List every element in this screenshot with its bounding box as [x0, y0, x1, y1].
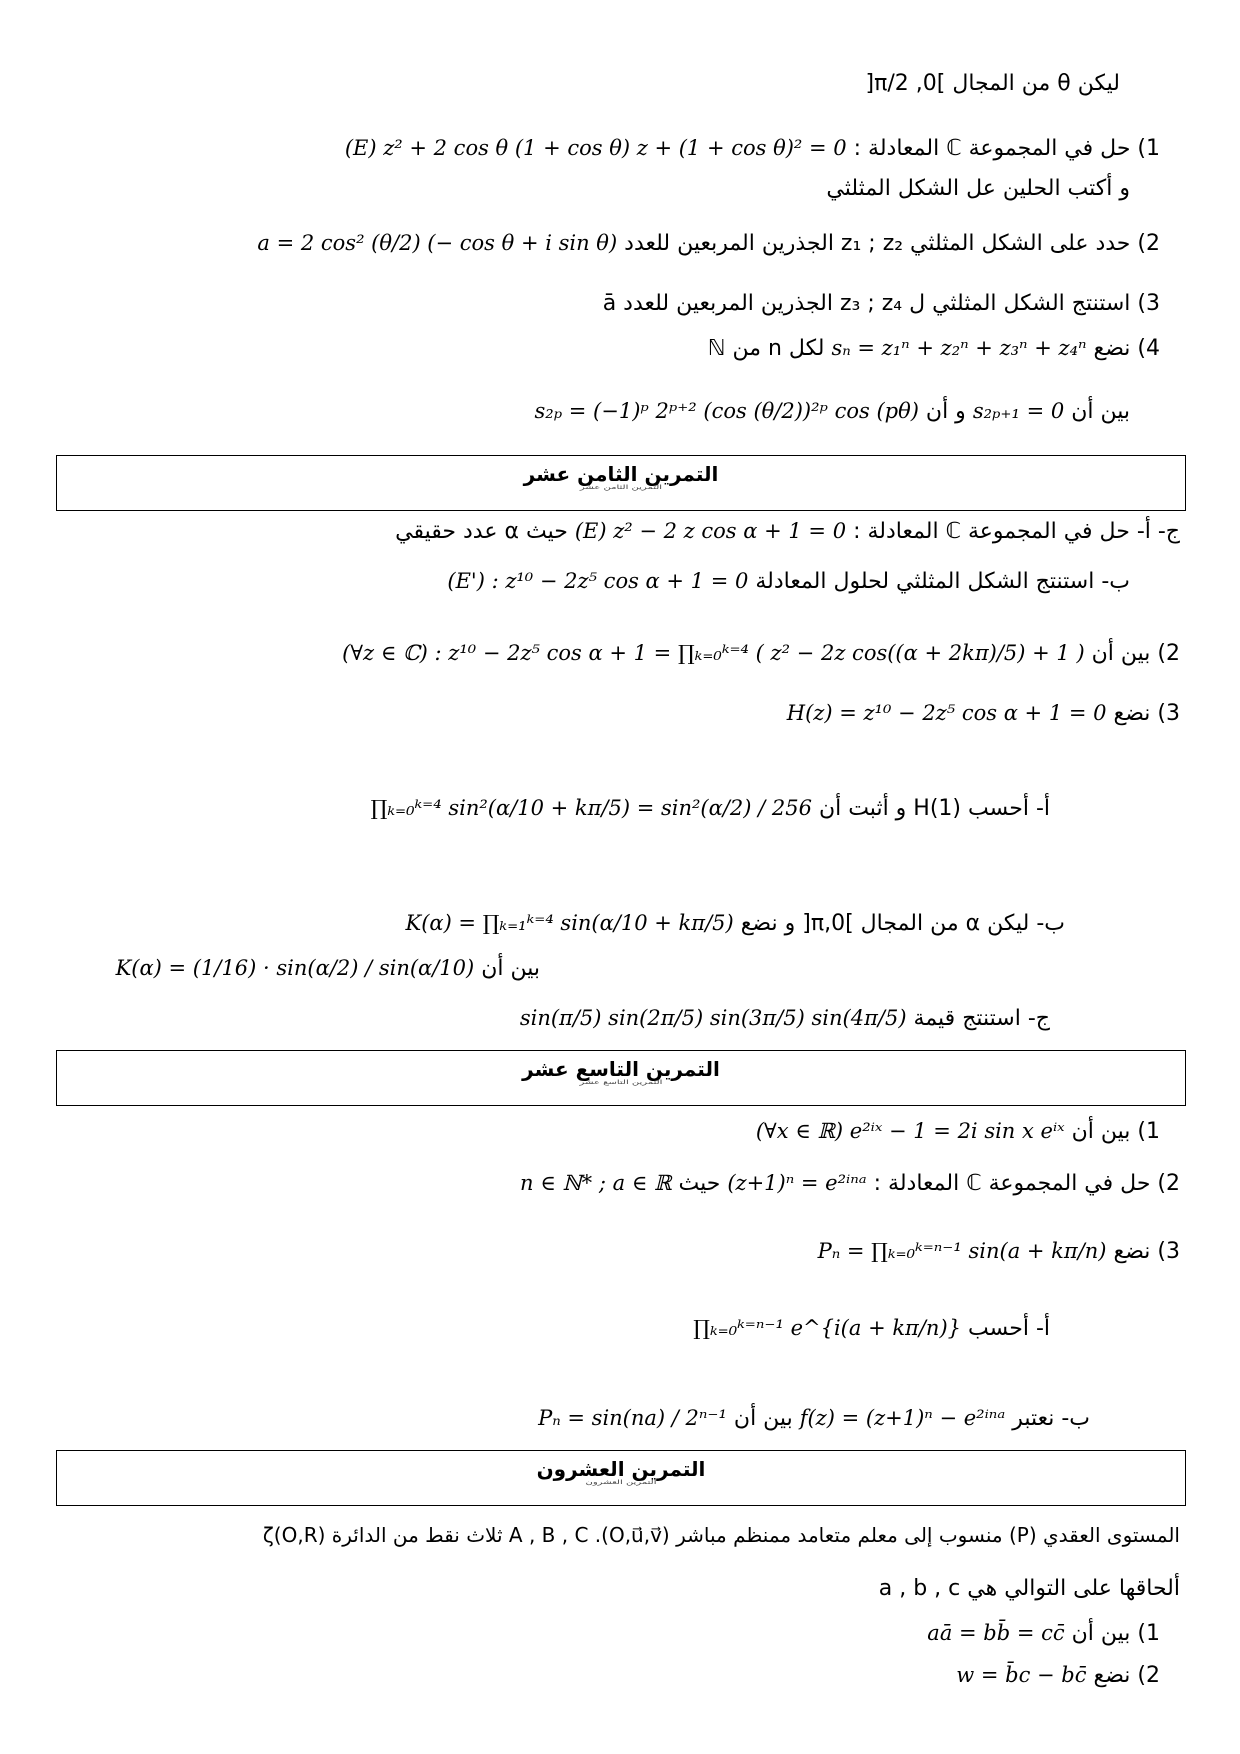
a-q1-math: (E) z² + 2 cos θ (1 + cos θ) z + (1 + cos θ)² = 0 — [344, 136, 847, 160]
ex19-a-label: أ- أحسب — [968, 1316, 1050, 1341]
a-q4b-math2: s₂ₚ = (−1)ᵖ 2ᵖ⁺² (cos (θ/2))²ᵖ cos (pθ) — [534, 399, 919, 423]
ex19-title-box — [56, 1050, 1186, 1106]
ex20-p2: ألحاقها على التوالي هي a , b , c — [878, 1576, 1180, 1601]
ex19-b — [538, 1405, 1090, 1434]
ex20-q2-math: w = b̄c − bc̄ — [956, 1663, 1087, 1687]
ex19-q1 — [756, 1118, 1160, 1147]
ex19-q2-math2: n ∈ ℕ* ; a ∈ ℝ — [520, 1171, 672, 1195]
ex18-a — [371, 795, 1050, 824]
ex18-q2 — [342, 640, 1180, 669]
ex19-title: التمرين التاسع عشر — [522, 1057, 720, 1081]
a-q4 — [708, 335, 1160, 364]
ex20-title-box — [56, 1450, 1186, 1506]
ex20-title: التمرين العشرون — [536, 1457, 706, 1481]
a-q4-math: sₙ = z₁ⁿ + z₂ⁿ + z₃ⁿ + z₄ⁿ — [831, 336, 1087, 360]
a-q2-label: 2) حدد على الشكل المثلثي z₁ ; z₂ الجذرين المربعين للعدد — [624, 231, 1160, 256]
ex18-c-math: sin(π/5) sin(2π/5) sin(3π/5) sin(4π/5) — [519, 1006, 907, 1030]
ex18-title-box — [56, 455, 1186, 511]
ex18-ja-tail: حيث α عدد حقيقي — [395, 519, 568, 544]
ex18-a-math: ∏ₖ₌₀ᵏ⁼⁴ sin²(α/10 + kπ/5) = sin²(α/2) / 256 — [370, 796, 812, 820]
ex18-bb — [406, 910, 1066, 939]
a-q4b-and: و أن — [925, 399, 966, 424]
ex19-a-math: ∏ₖ₌₀ᵏ⁼ⁿ⁻¹ e^{i(a + kπ/n)} — [693, 1316, 962, 1340]
a-q4-tail: لكل n من ℕ — [707, 336, 825, 361]
a-q1b: و أكتب الحلين عل الشكل المثلثي — [826, 176, 1130, 201]
ex19-q2-math: (z+1)ⁿ = e²ⁱⁿᵃ — [727, 1171, 867, 1195]
ex19-b-math: f(z) = (z+1)ⁿ − e²ⁱⁿᵃ — [799, 1406, 1006, 1430]
ex18-ja — [395, 518, 1180, 547]
a-q4b — [535, 398, 1131, 427]
ex18-bb-label: ب- ليكن α من المجال ]0,π[ و نضع — [740, 911, 1065, 936]
a-q2 — [257, 230, 1160, 259]
ex18-bb-math: K(α) = ∏ₖ₌₁ᵏ⁼⁴ sin(α/10 + kπ/5) — [405, 911, 734, 935]
ex20-p1: المستوى العقدي (P) منسوب إلى معلم متعامد ممنظم مباشر (O,u⃗,v⃗). A , B , C ثلاث نقط من الدائرة ζ(O,R) — [262, 1523, 1180, 1547]
ex18-b-label: ب- استنتج الشكل المثلثي لحلول المعادلة — [755, 569, 1130, 594]
ex18-ja-math: (E) z² − 2 z cos α + 1 = 0 — [574, 519, 847, 543]
ex18-title: التمرين الثامن عشر — [523, 462, 719, 486]
ex19-q3 — [818, 1238, 1180, 1267]
a-q1 — [345, 135, 1160, 164]
ex18-b — [447, 568, 1130, 597]
ex18-c — [520, 1005, 1050, 1034]
ex20-q1 — [927, 1620, 1160, 1649]
ex19-title-shadow: التمرين التاسع عشر — [579, 1079, 663, 1086]
ex19-q2-tail: حيث — [678, 1171, 721, 1196]
a-q2-math: a = 2 cos² (θ/2) (− cos θ + i sin θ) — [257, 231, 618, 255]
ex19-q1-label: 1) بين أن — [1071, 1119, 1160, 1144]
ex18-q2-label: 2) بين أن — [1091, 641, 1180, 666]
ex20-title-shadow: التمرين العشرون — [585, 1479, 657, 1486]
ex18-a-label: أ- أحسب H(1) و أثبت أن — [818, 796, 1050, 821]
ex19-b-math2: Pₙ = sin(na) / 2ⁿ⁻¹ — [538, 1406, 727, 1430]
ex19-b-label: ب- نعتبر — [1012, 1406, 1090, 1431]
a-q1-label: 1) حل في المجموعة ℂ المعادلة : — [853, 136, 1160, 161]
ex18-q2-math: (∀z ∈ ℂ) : z¹⁰ − 2z⁵ cos α + 1 = ∏ₖ₌₀ᵏ⁼⁴ ( z² − 2z cos((α + 2kπ)/5) + 1 ) — [342, 641, 1085, 665]
ex18-b-math: (E') : z¹⁰ − 2z⁵ cos α + 1 = 0 — [447, 569, 749, 593]
ex19-q1-math: (∀x ∈ ℝ) e²ⁱˣ − 1 = 2i sin x eⁱˣ — [755, 1119, 1065, 1143]
ex20-q1-label: 1) بين أن — [1071, 1621, 1160, 1646]
ex19-a — [693, 1315, 1050, 1344]
ex19-b-show: بين أن — [733, 1406, 793, 1431]
ex19-q2-label: 2) حل في المجموعة ℂ المعادلة : — [873, 1171, 1180, 1196]
ex18-ja-label: ج- أ- حل في المجموعة ℂ المعادلة : — [853, 519, 1180, 544]
ex18-q3 — [787, 700, 1180, 729]
ex20-q2 — [956, 1662, 1160, 1691]
ex18-bb2 — [116, 955, 540, 984]
ex20-q1-math: aā = bb̄ = cc̄ — [927, 1621, 1065, 1645]
intro-line: ليكن θ من المجال ]0, π/2[ — [865, 71, 1120, 96]
ex19-q3-label: 3) نضع — [1113, 1239, 1180, 1264]
ex18-title-shadow: التمرين الثامن عشر — [579, 484, 663, 491]
ex20-q2-label: 2) نضع — [1093, 1663, 1160, 1688]
ex19-q3-math: Pₙ = ∏ₖ₌₀ᵏ⁼ⁿ⁻¹ sin(a + kπ/n) — [817, 1239, 1107, 1263]
ex18-c-label: ج- استنتج قيمة — [913, 1006, 1050, 1031]
ex19-q2 — [520, 1170, 1180, 1199]
a-q3: 3) استنتج الشكل المثلثي ل z₃ ; z₄ الجذرين المربعين للعدد ā — [602, 291, 1160, 316]
a-q4b-label: بين أن — [1071, 399, 1130, 424]
ex18-bb-math2: K(α) = (1/16) · sin(α/2) / sin(α/10) — [115, 956, 475, 980]
ex18-q3-math: H(z) = z¹⁰ − 2z⁵ cos α + 1 = 0 — [786, 701, 1107, 725]
ex18-q3-label: 3) نضع — [1113, 701, 1180, 726]
a-q4-label: 4) نضع — [1093, 336, 1160, 361]
ex18-bb-show: بين أن — [481, 956, 540, 981]
a-q4b-math1: s₂ₚ₊₁ = 0 — [972, 399, 1065, 423]
